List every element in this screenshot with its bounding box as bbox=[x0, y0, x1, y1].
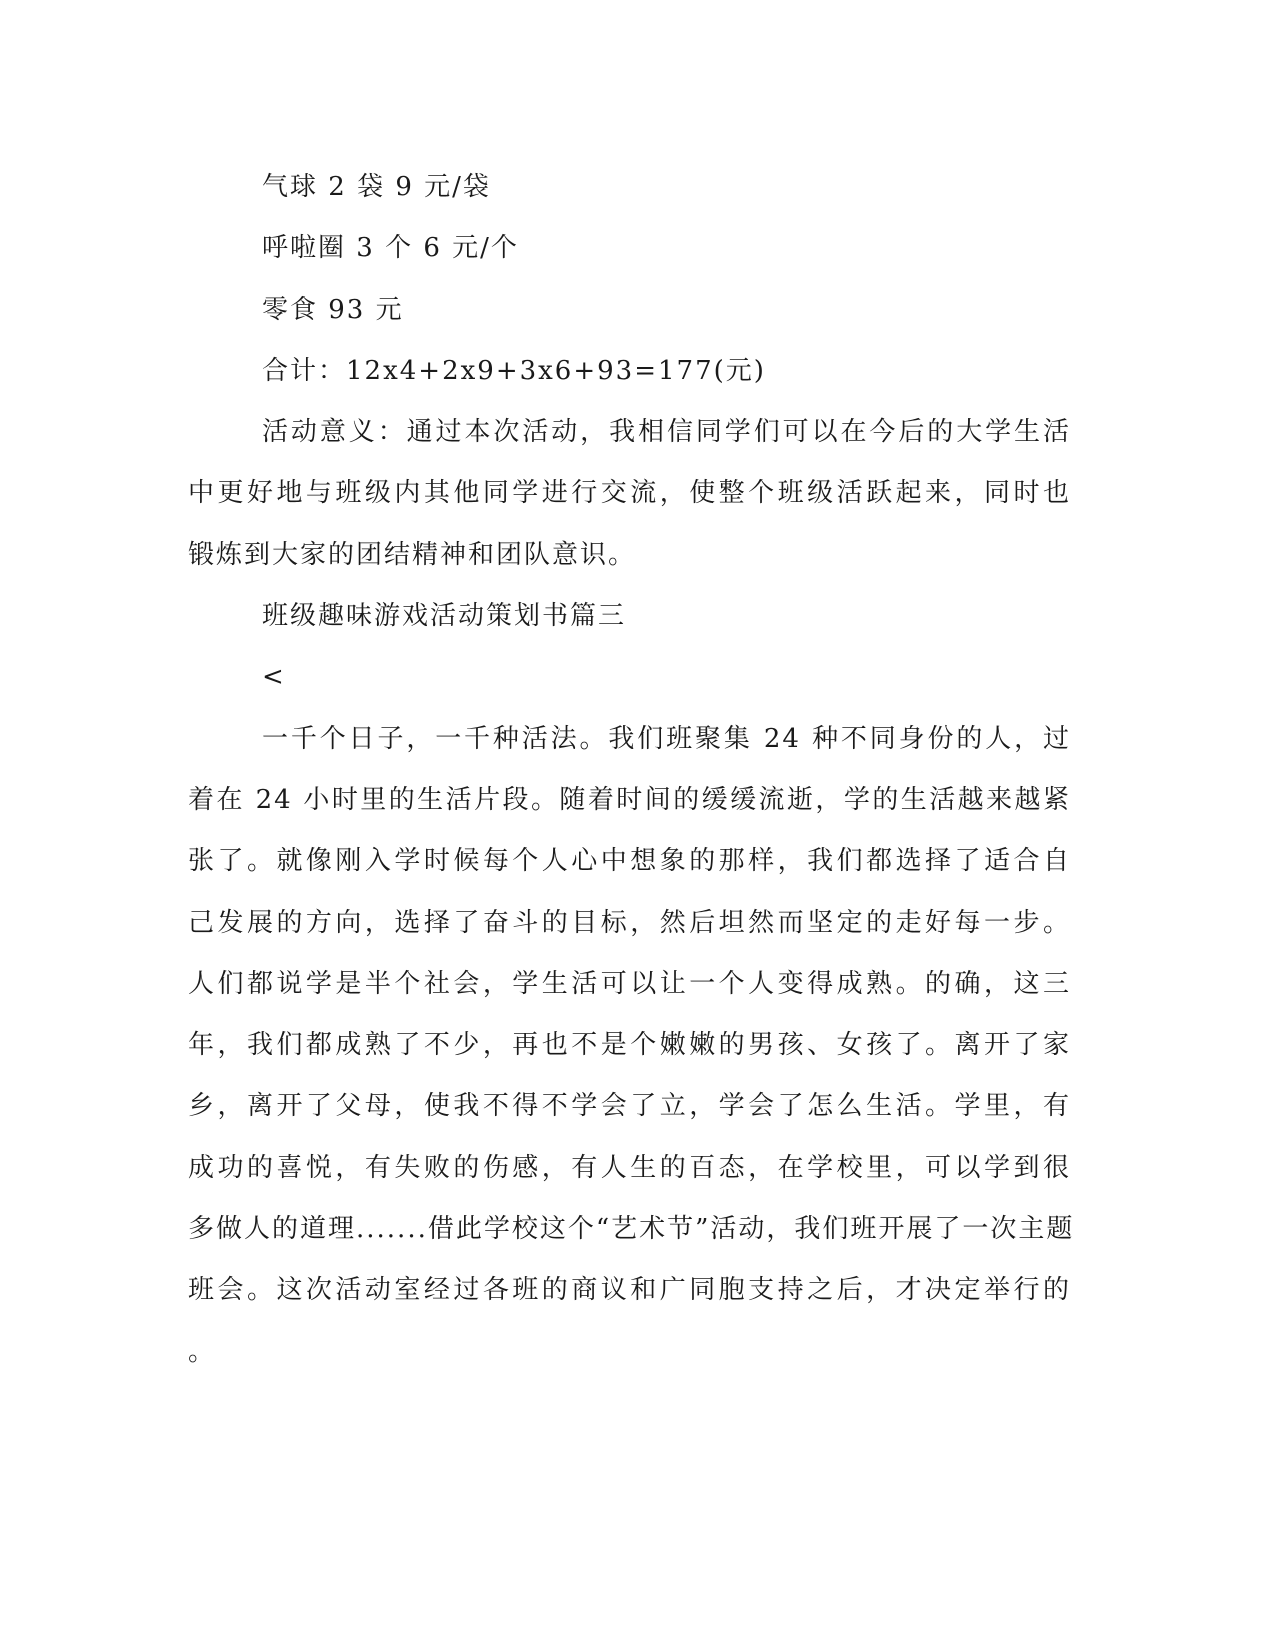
section-heading: 班级趣味游戏活动策划书篇三 bbox=[262, 601, 627, 632]
essay-line-7: 乡，离开了父母，使我不得不学会了立，学会了怎么生活。学里，有 bbox=[188, 1091, 1071, 1122]
essay-line-10: 班会。这次活动室经过各班的商议和广同胞支持之后，才决定举行的 bbox=[188, 1275, 1071, 1306]
document-body bbox=[188, 157, 1075, 1383]
budget-line-hula-hoops: 呼啦圈 3 个 6 元/个 bbox=[262, 233, 519, 264]
budget-line-balloons: 气球 2 袋 9 元/袋 bbox=[262, 172, 491, 202]
essay-line-2: 着在 24 小时里的生活片段。随着时间的缓缓流逝，学的生活越来越紧 bbox=[188, 784, 1071, 815]
significance-line-1: 活动意义：通过本次活动，我相信同学们可以在今后的大学生活 bbox=[262, 417, 1071, 448]
essay-line-8: 成功的喜悦，有失败的伤感，有人生的百态，在学校里，可以学到很 bbox=[188, 1152, 1071, 1183]
essay-line-3: 张了。就像刚入学时候每个人心中想象的那样，我们都选择了适合自 bbox=[188, 846, 1071, 877]
budget-total-line: 合计：12x4+2x9+3x6+93=177(元) bbox=[262, 355, 766, 386]
stray-symbol-line: < bbox=[262, 662, 286, 693]
essay-line-9: 多做人的道理.......借此学校这个“艺术节”活动，我们班开展了一次主题 bbox=[188, 1214, 1075, 1245]
essay-line-6: 年，我们都成熟了不少，再也不是个嫩嫩的男孩、女孩了。离开了家 bbox=[188, 1030, 1071, 1061]
significance-line-2: 中更好地与班级内其他同学进行交流，使整个班级活跃起来，同时也 bbox=[188, 478, 1071, 509]
budget-line-snacks: 零食 93 元 bbox=[262, 294, 404, 325]
essay-line-5: 人们都说学是半个社会，学生活可以让一个人变得成熟。的确，这三 bbox=[188, 968, 1071, 999]
essay-line-4: 己发展的方向，选择了奋斗的目标，然后坦然而坚定的走好每一步。 bbox=[188, 907, 1071, 938]
essay-line-11: 。 bbox=[188, 1336, 217, 1367]
essay-line-1: 一千个日子，一千种活法。我们班聚集 24 种不同身份的人，过 bbox=[262, 723, 1071, 754]
significance-line-3: 锻炼到大家的团结精神和团队意识。 bbox=[188, 539, 637, 570]
